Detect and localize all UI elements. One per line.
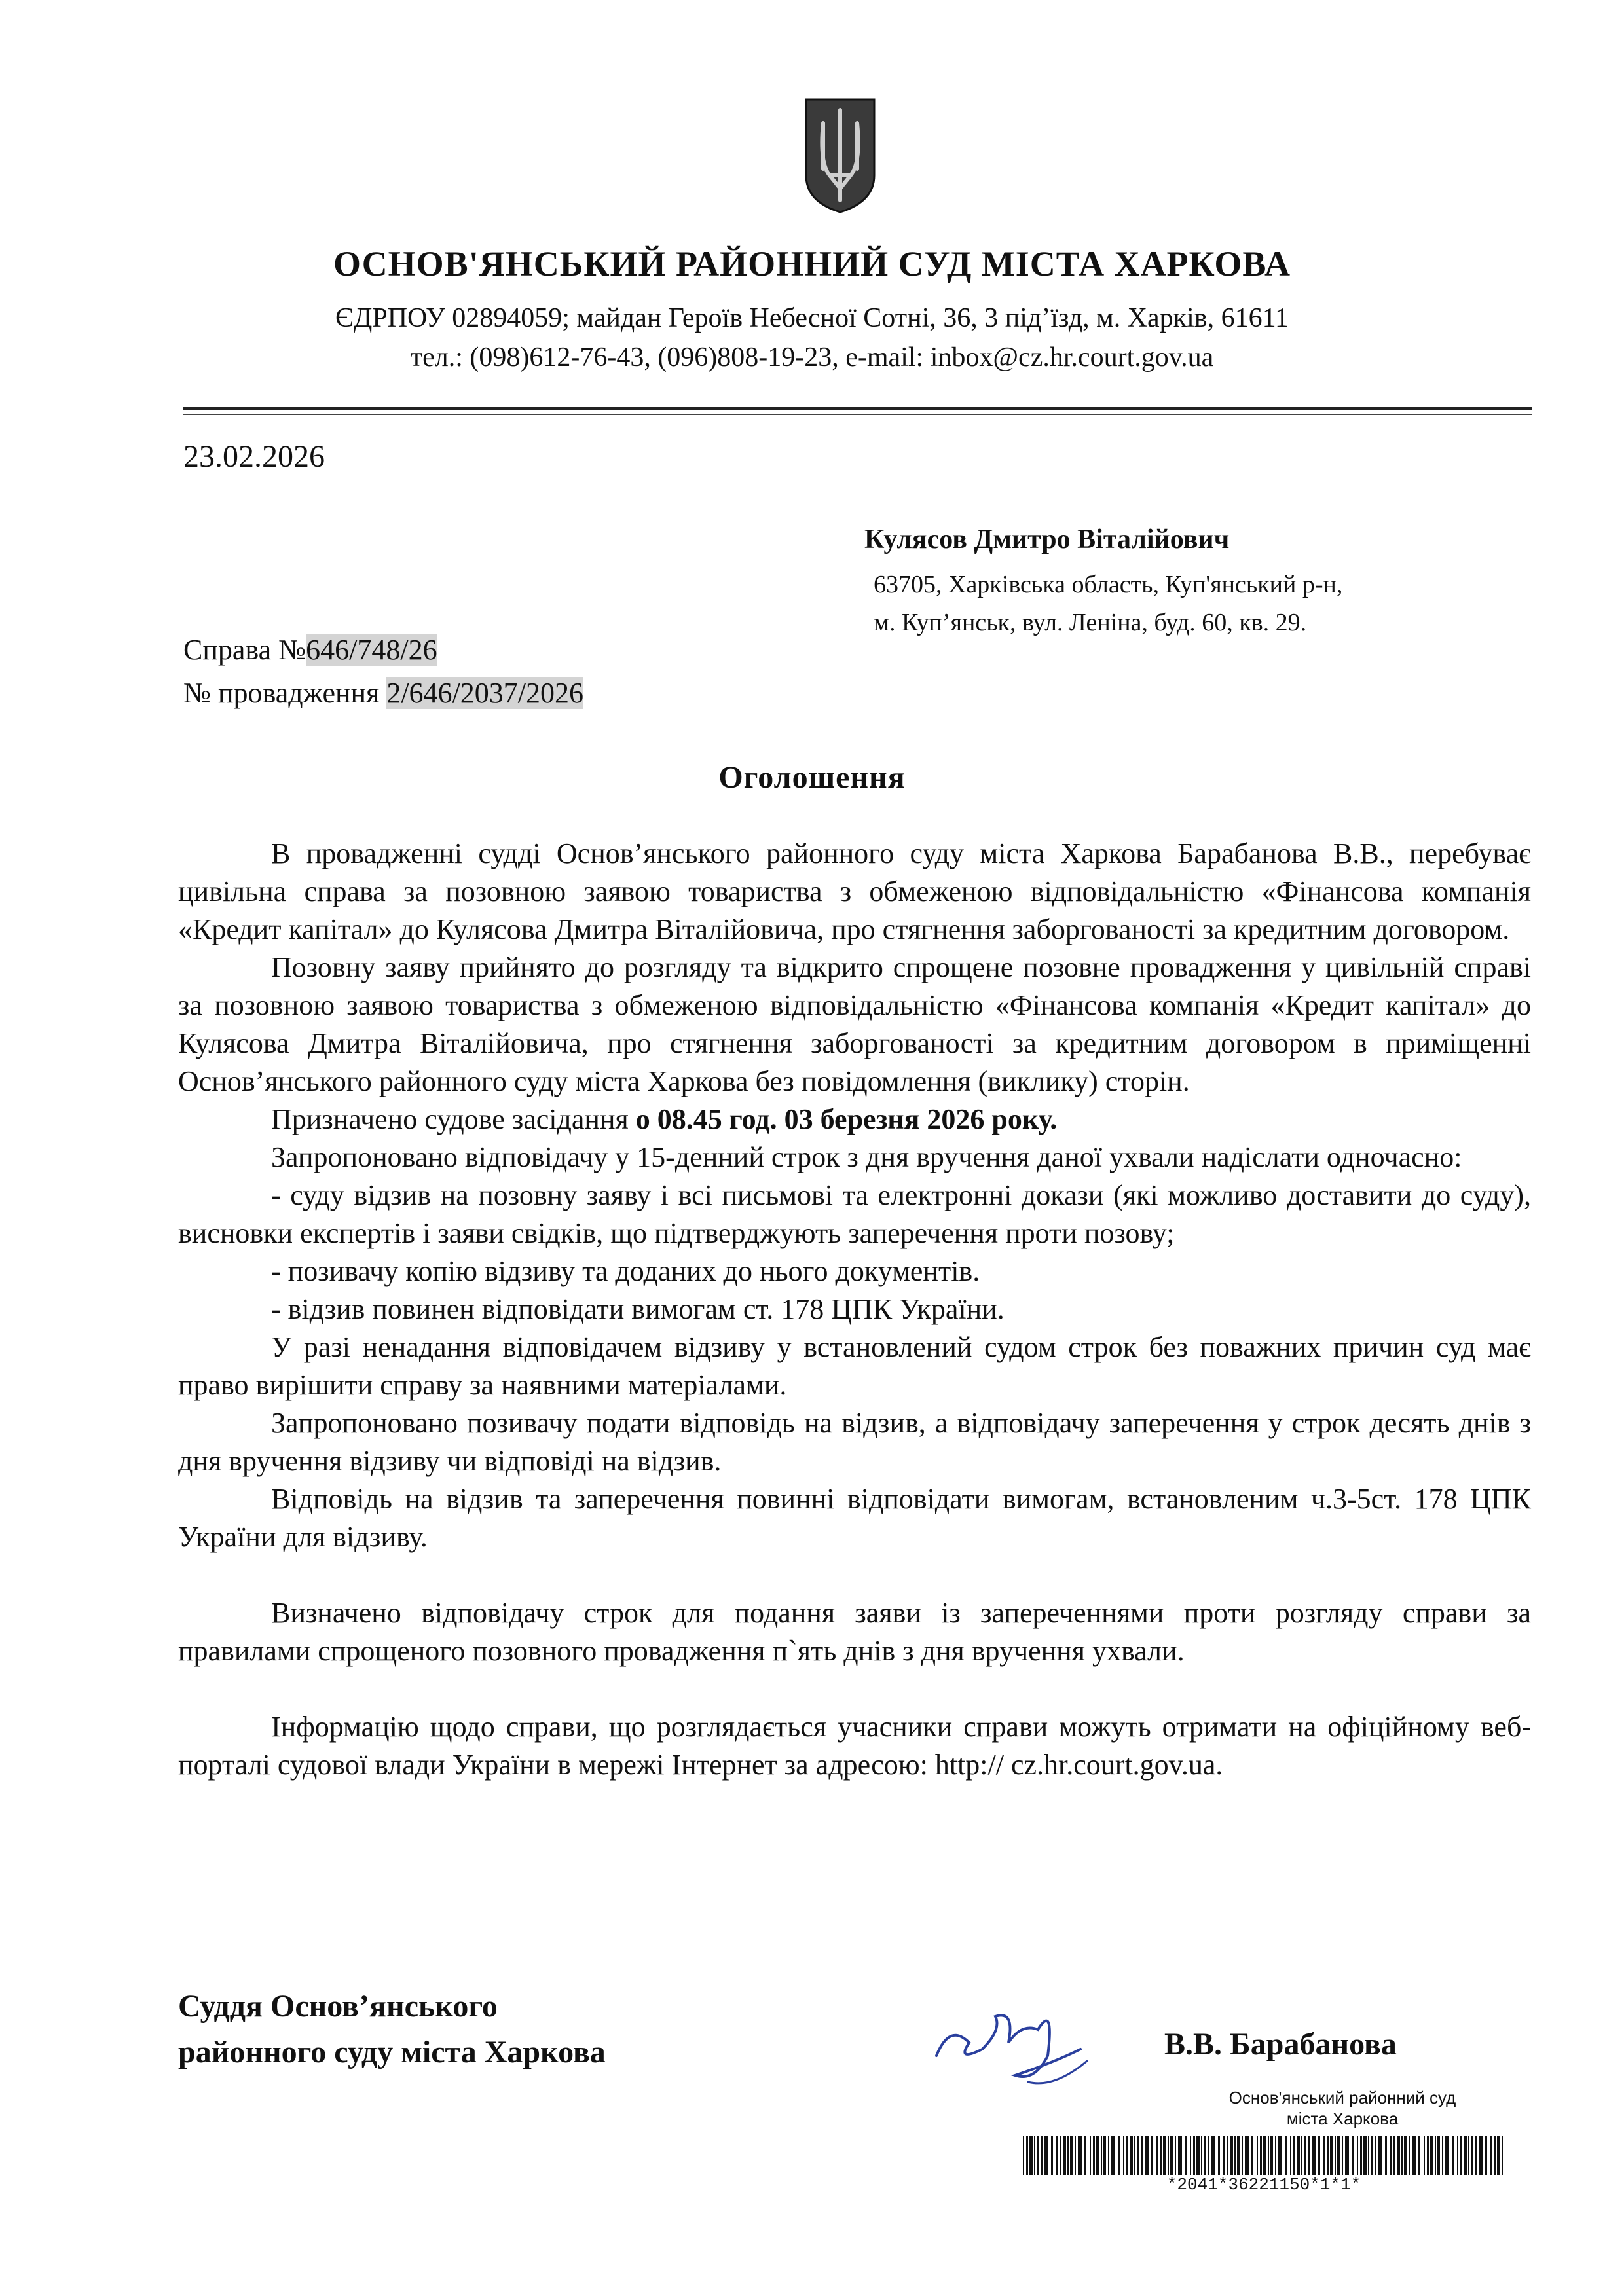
barcode-bar: [1084, 2136, 1086, 2175]
document-title: Оголошення: [718, 760, 906, 795]
barcode-bar: [1168, 2136, 1169, 2175]
barcode-bar: [1412, 2136, 1416, 2175]
court-contacts: тел.: (098)612-76-43, (096)808-19-23, e-mail: inbox@cz.hr.court.gov.ua: [410, 342, 1214, 373]
barcode-bar: [1360, 2136, 1362, 2175]
barcode-bar: [1204, 2136, 1206, 2175]
barcode-bar: [1468, 2136, 1469, 2175]
body-paragraph: В провадженні судді Основ’янського районного суду міста Харкова Барабанова В.В., перебуває цивільна справа за позовною заявою товариства з обмеженою відповідальністю «Фінансова компанія «Кредит капітал» до Кулясова Дмитра Віталійовича, про стягнення заборгованості за кредитним договором.: [178, 837, 1531, 945]
barcode-bar: [1308, 2136, 1310, 2175]
barcode-bar: [1123, 2136, 1124, 2175]
barcode-bar: [1223, 2136, 1225, 2175]
announcement-body: [178, 835, 1531, 1784]
barcode-bar: [1096, 2136, 1099, 2175]
barcode-bar: [1471, 2136, 1473, 2175]
proceeding-number-label: № провадження: [183, 677, 387, 709]
barcode-bar: [1278, 2136, 1282, 2175]
list-item: - суду відзив на позовну заяву і всі письмові та електронні докази (які можливо доставити до суду), висновки експертів і заяви свідків, що підтверджують заперечення проти позову;: [178, 1179, 1531, 1249]
barcode-bar: [1285, 2136, 1287, 2175]
case-number-label: Справа №: [183, 634, 306, 666]
trident-coat-of-arms-icon: [803, 97, 877, 215]
body-paragraph: Відповідь на відзив та заперечення повинні відповідати вимогам, встановленим ч.3-5ст. 178 ЦПК України для відзиву.: [178, 1483, 1531, 1553]
body-paragraph: У разі ненадання відповідачем відзиву у встановлений судом строк без поважних причин суд має право вирішити справу за наявними матеріалами.: [178, 1331, 1531, 1401]
barcode-bar: [1312, 2136, 1316, 2175]
barcode-bar: [1026, 2136, 1028, 2175]
barcode-bar: [1475, 2136, 1477, 2175]
stamp-line: міста Харкова: [1286, 2109, 1399, 2128]
barcode-bar: [1234, 2136, 1236, 2175]
proceeding-number: 2/646/2037/2026: [386, 677, 584, 709]
barcode-bar: [1060, 2136, 1061, 2175]
barcode-bar: [1137, 2136, 1139, 2175]
barcode-bar: [1409, 2136, 1410, 2175]
barcode-bar: [1163, 2136, 1166, 2175]
barcode-bar: [1363, 2136, 1367, 2175]
barcode-bar: [1330, 2136, 1333, 2175]
barcode-bar: [1401, 2136, 1403, 2175]
barcode-bar: [1044, 2136, 1048, 2175]
barcode-bar: [1208, 2136, 1209, 2175]
case-number-line: [183, 629, 583, 672]
barcode-bar: [1175, 2136, 1176, 2175]
barcode-bar: [1268, 2136, 1269, 2175]
barcode-bar: [1290, 2136, 1291, 2175]
barcode-bar: [1437, 2136, 1440, 2175]
list-item: - позивачу копію відзиву та доданих до нього документів.: [271, 1255, 980, 1287]
barcode-bar: [1375, 2136, 1376, 2175]
recipient-block: [864, 524, 1342, 642]
barcode-bar: [1485, 2136, 1487, 2175]
barcode-bar: [1075, 2136, 1076, 2175]
barcode-bar: [1352, 2136, 1354, 2175]
proceeding-number-line: [183, 672, 583, 715]
barcode-bar: [1368, 2136, 1369, 2175]
barcode-bar: [1029, 2136, 1033, 2175]
barcode-bar: [1156, 2136, 1158, 2175]
judge-title-line: Суддя Основ’янського: [178, 1989, 498, 2024]
body-paragraph: Запропоновано відповідачу у 15-денний строк з дня вручення даної ухвали надіслати одночасно:: [271, 1141, 1462, 1173]
barcode-bar: [1257, 2136, 1258, 2175]
hearing-prefix: Призначено судове засідання: [271, 1103, 636, 1135]
barcode-bar: [1070, 2136, 1073, 2175]
barcode-bar: [1193, 2136, 1195, 2175]
barcode-bar: [1357, 2136, 1358, 2175]
barcode-bar: [1196, 2136, 1200, 2175]
barcode-bar: [1101, 2136, 1102, 2175]
barcode-bar: [1457, 2136, 1458, 2175]
barcode-bar: [1479, 2136, 1483, 2175]
barcode-bar: [1126, 2136, 1128, 2175]
barcode-bar: [1404, 2136, 1407, 2175]
list-item: - відзив повинен відповідати вимогам ст. 178 ЦПК України.: [271, 1293, 1005, 1325]
barcode-bar: [1327, 2136, 1329, 2175]
barcode-bar: [1435, 2136, 1436, 2175]
body-paragraph: Інформацію щодо справи, що розглядається учасники справи можуть отримати на офіційному веб-порталі судової влади України в мережі Інтернет за адресою: http:// cz.hr.court.gov.ua.: [178, 1711, 1531, 1781]
body-paragraph: Позовну заяву прийнято до розгляду та відкрито спрощене позовне провадження у цивільній справі за позовною заявою товариства з обмеженою відповідальністю «Фінансова компанія «Кредит капітал» до Кулясова Дмитра Віталійовича, про стягнення заборгованості за кредитним договором в приміщенні Основ’янського районного суду міста Харкова без повідомлення (виклику) сторін.: [178, 951, 1531, 1097]
judge-title: [178, 1984, 606, 2075]
barcode-number: *2041*36221150*1*1*: [1166, 2175, 1361, 2195]
barcode-bar: [1141, 2136, 1143, 2175]
barcode-bar: [1318, 2136, 1320, 2175]
barcode-bar: [1390, 2136, 1392, 2175]
body-paragraph: Запропоновано позивачу подати відповідь на відзив, а відповідачу заперечення у строк десять днів з дня вручення відзиву чи відповіді на відзив.: [178, 1407, 1531, 1477]
hearing-paragraph: [178, 1101, 1531, 1139]
barcode-bar: [1118, 2136, 1120, 2175]
barcode-bar: [1111, 2136, 1115, 2175]
barcode-bar: [1342, 2136, 1343, 2175]
barcode-bar: [1063, 2136, 1066, 2175]
barcode-bar: [1242, 2136, 1243, 2175]
barcode-bar: [1185, 2136, 1187, 2175]
barcode-bar: [1385, 2136, 1387, 2175]
barcode-bar: [1230, 2136, 1233, 2175]
barcode-bar: [1301, 2136, 1302, 2175]
barcode-bar: [1078, 2136, 1082, 2175]
barcode-bar: [1275, 2136, 1276, 2175]
barcode-bar: [1397, 2136, 1400, 2175]
judge-name: В.В. Барабанова: [1164, 2027, 1397, 2062]
barcode-bar: [1093, 2136, 1095, 2175]
barcode-bar: [1371, 2136, 1373, 2175]
barcode-bar: [1427, 2136, 1429, 2175]
barcode-bar: [1452, 2136, 1454, 2175]
barcode-bar: [1237, 2136, 1240, 2175]
barcode-bar: [1134, 2136, 1135, 2175]
barcode-bar: [1494, 2136, 1496, 2175]
court-address: ЄДРПОУ 02894059; майдан Героїв Небесної Сотні, 36, 3 під’їзд, м. Харків, 61611: [335, 303, 1289, 333]
judge-title-line: районного суду міста Харкова: [178, 2035, 606, 2069]
barcode-bar: [1424, 2136, 1425, 2175]
barcode-bar: [1323, 2136, 1325, 2175]
barcode-bar: [1251, 2136, 1253, 2175]
barcode-bar: [1160, 2136, 1162, 2175]
barcode-bar: [1345, 2136, 1349, 2175]
barcode-bar: [1337, 2136, 1340, 2175]
barcode-bar: [1464, 2136, 1467, 2175]
barcode-bar: [1245, 2136, 1249, 2175]
barcode-bar: [1490, 2136, 1492, 2175]
barcode-bar: [1151, 2136, 1153, 2175]
barcode-bar: [1378, 2136, 1382, 2175]
barcode-bar: [1445, 2136, 1449, 2175]
coat-of-arms-emblem: [803, 97, 877, 215]
barcode-bar: [1051, 2136, 1053, 2175]
barcode-bar: [1041, 2136, 1043, 2175]
barcode-bar: [1034, 2136, 1035, 2175]
barcode-bar: [1211, 2136, 1215, 2175]
recipient-address-line: 63705, Харківська область, Куп'янський р-н,: [874, 571, 1343, 598]
barcode-bar: [1056, 2136, 1058, 2175]
barcode-bar: [1103, 2136, 1106, 2175]
barcode-bar: [1023, 2136, 1024, 2175]
barcode-bar: [1430, 2136, 1433, 2175]
barcode-bar: [1130, 2136, 1133, 2175]
handwritten-signature: [923, 1984, 1120, 2102]
case-number: 646/748/26: [306, 634, 437, 666]
barcode-bar: [1190, 2136, 1191, 2175]
recipient-name: Кулясов Дмитро Віталійович: [864, 524, 1230, 555]
barcode-bar: [1227, 2136, 1228, 2175]
stamp-line: Основ'янський районний суд: [1228, 2088, 1456, 2107]
barcode-bar: [1304, 2136, 1306, 2175]
barcode-bar: [1178, 2136, 1182, 2175]
barcode-bar: [1293, 2136, 1295, 2175]
hearing-datetime: о 08.45 год. 03 березня 2026 року.: [635, 1103, 1058, 1135]
header-divider-thin: [183, 414, 1532, 415]
registry-stamp: [1133, 2087, 1552, 2129]
barcode-bar: [1502, 2136, 1503, 2175]
barcode-bar: [1201, 2136, 1202, 2175]
barcode-bar: [1335, 2136, 1336, 2175]
barcode-bar: [1497, 2136, 1500, 2175]
barcode-bar: [1067, 2136, 1069, 2175]
barcode-bar: [1090, 2136, 1091, 2175]
case-reference: [183, 629, 583, 715]
barcode: [1022, 2136, 1506, 2175]
recipient-address-line: м. Куп’янськ, вул. Леніна, буд. 60, кв. 29.: [874, 609, 1307, 636]
barcode-bar: [1145, 2136, 1149, 2175]
barcode-bar: [1442, 2136, 1443, 2175]
barcode-bar: [1297, 2136, 1300, 2175]
body-paragraph: Визначено відповідачу строк для подання заяви із запереченнями проти розгляду справи за правилами спрощеного позовного провадження п`ять днів з дня вручення ухвали.: [178, 1597, 1531, 1667]
barcode-bar: [1260, 2136, 1262, 2175]
barcode-bar: [1393, 2136, 1395, 2175]
barcode-bar: [1270, 2136, 1273, 2175]
header-divider: [183, 407, 1532, 410]
court-name-heading: ОСНОВ'ЯНСЬКИЙ РАЙОННИЙ СУД МІСТА ХАРКОВА: [333, 244, 1291, 283]
document-date: 23.02.2026: [183, 439, 325, 474]
barcode-bar: [1037, 2136, 1039, 2175]
barcode-bar: [1418, 2136, 1420, 2175]
barcode-bar: [1218, 2136, 1220, 2175]
barcode-bar: [1460, 2136, 1462, 2175]
barcode-bar: [1263, 2136, 1266, 2175]
barcode-bar: [1170, 2136, 1173, 2175]
barcode-bar: [1108, 2136, 1109, 2175]
